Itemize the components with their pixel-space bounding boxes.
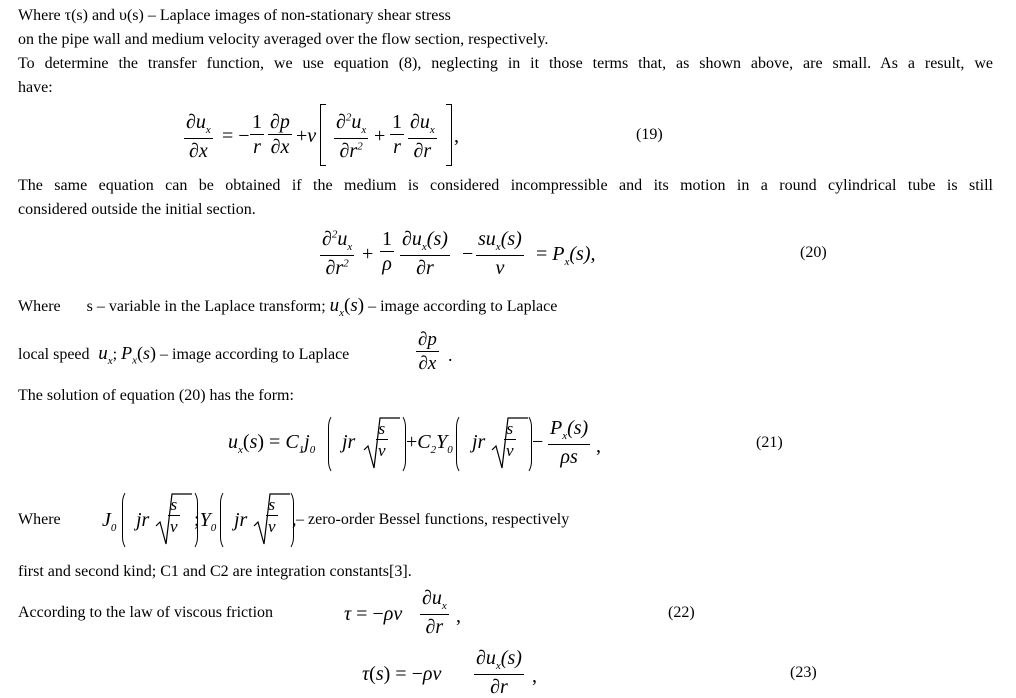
where-label: Where — [18, 298, 61, 315]
text-line-9: The solution of equation (20) has the form: — [18, 387, 294, 404]
text-line-11: first and second kind; C1 and C2 are integration constants[3]. — [18, 563, 412, 580]
where-ux-definition: – image according to Laplace — [368, 298, 558, 315]
text-line-12: According to the law of viscous friction — [18, 604, 274, 621]
equation-number-22: (22) — [668, 604, 695, 621]
text-line-1: Where τ(s) and υ(s) – Laplace images of non-stationary shear stress — [18, 7, 451, 24]
equation-number-20: (20) — [800, 244, 827, 261]
text-line-5: The same equation can be obtained if the medium is considered incompressible and its motion in a round cylindrical tube is still — [18, 177, 993, 194]
text-line-4: have: — [18, 79, 53, 96]
local-speed-line: local speed $u_x$; $P_x(s)$ – image according to Laplace — [18, 343, 350, 367]
bessel-where-label: Where — [18, 511, 61, 528]
equation-number-19: (19) — [636, 126, 663, 143]
where-s-definition: s – variable in the Laplace transform; — [86, 298, 326, 315]
local-speed-definition: – image according to Laplace — [160, 346, 350, 363]
where-line-20: Where s – variable in the Laplace transform; $u_x(s)$ – image according to Laplace — [18, 295, 558, 319]
dp-dx-fraction: ∂p ∂x — [418, 329, 437, 374]
equation-number-21: (21) — [756, 434, 783, 451]
bessel-definition-text: – zero-order Bessel functions, respectively — [296, 511, 570, 528]
text-line-6: considered outside the initial section. — [18, 201, 256, 218]
equation-number-23: (23) — [790, 664, 817, 681]
text-line-3: To determine the transfer function, we use equation (8), neglecting in it those terms that, as shown above, are small. As a result, we — [18, 55, 993, 72]
local-speed-label: local speed — [18, 346, 90, 363]
text-line-2: on the pipe wall and medium velocity averaged over the flow section, respectively. — [18, 31, 549, 48]
